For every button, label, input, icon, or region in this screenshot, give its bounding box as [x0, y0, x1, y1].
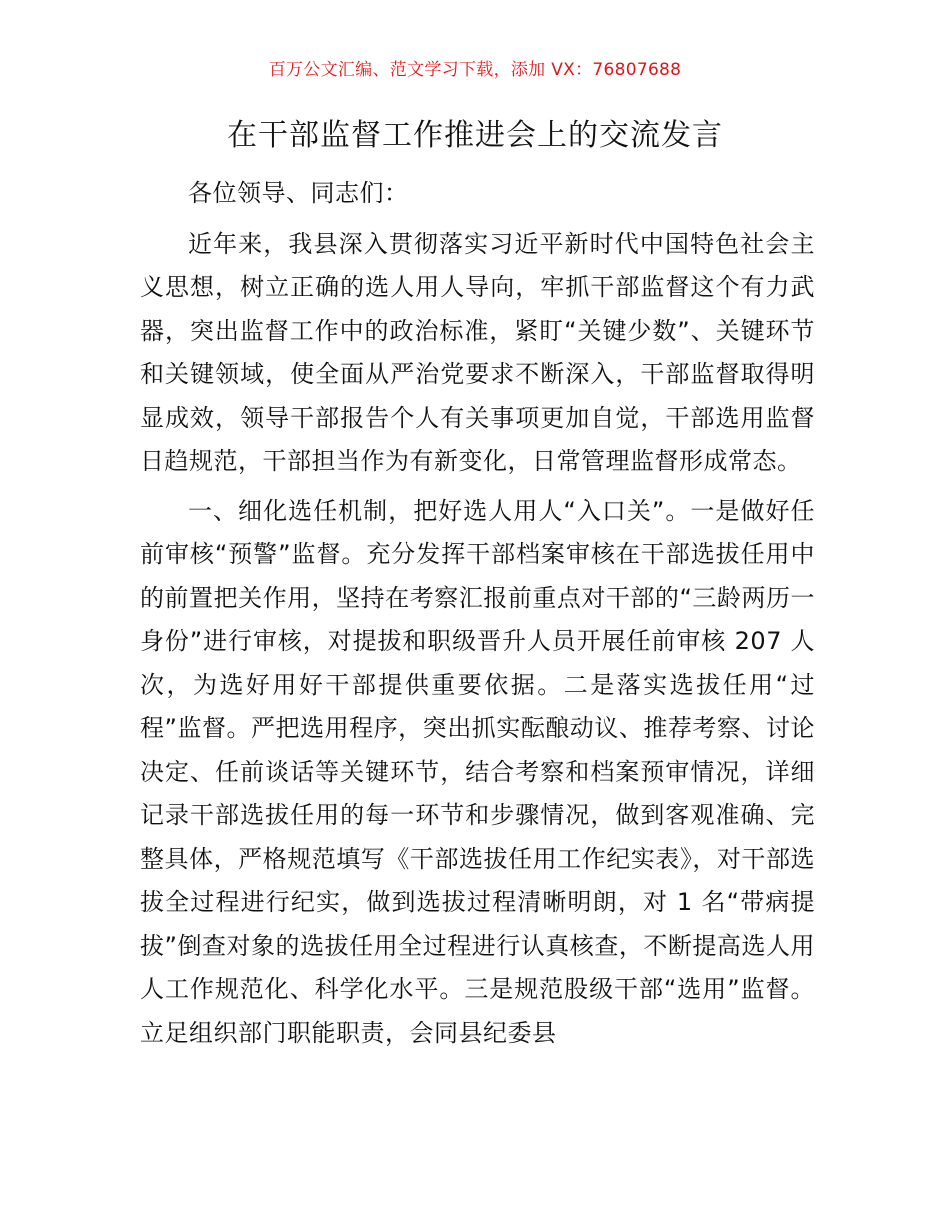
- header-watermark-note: 百万公文汇编、范文学习下载，添加 VX：76807688: [268, 60, 682, 80]
- document-title: 在干部监督工作推进会上的交流发言: [227, 118, 723, 153]
- document-body: [140, 172, 815, 1055]
- paragraph-section-one: 一、细化选任机制，把好选人用人“入口关”。一是做好任前审核“预警”监督。充分发挥干部档案审核在干部选拔任用中的前置把关作用，坚持在考察汇报前重点对干部的“三龄两历一身份”进行审核，对提拔和职级晋升人员开展任前审核 207 人次，为选好用好干部提供重要依据。二是落实选拔任用“过程”监督。严把选用程序，突出抓实酝酿动议、推荐考察、讨论决定、任前谈话等关键环节，结合考察和档案预审情况，详细记录干部选拔任用的每一环节和步骤情况，做到客观准确、完整具体，严格规范填写《干部选拔任用工作纪实表》，对干部选拔全过程进行纪实，做到选拔过程清晰明朗，对 1 名“带病提拔”倒查对象的选拔任用全过程进行认真核查，不断提高选人用人工作规范化、科学化水平。三是规范股级干部“选用”监督。立足组织部门职能职责，会同县纪委县: [140, 496, 815, 1047]
- paragraph-intro: 近年来，我县深入贯彻落实习近平新时代中国特色社会主义思想，树立正确的选人用人导向，牢抓干部监督这个有力武器，突出监督工作中的政治标准，紧盯“关键少数”、关键环节和关键领域，使全面从严治党要求不断深入，干部监督取得明显成效，领导干部报告个人有关事项更加自觉，干部选用监督日趋规范，干部担当作为有新变化，日常管理监督形成常态。: [140, 229, 815, 475]
- salutation: 各位领导、同志们：: [188, 179, 409, 207]
